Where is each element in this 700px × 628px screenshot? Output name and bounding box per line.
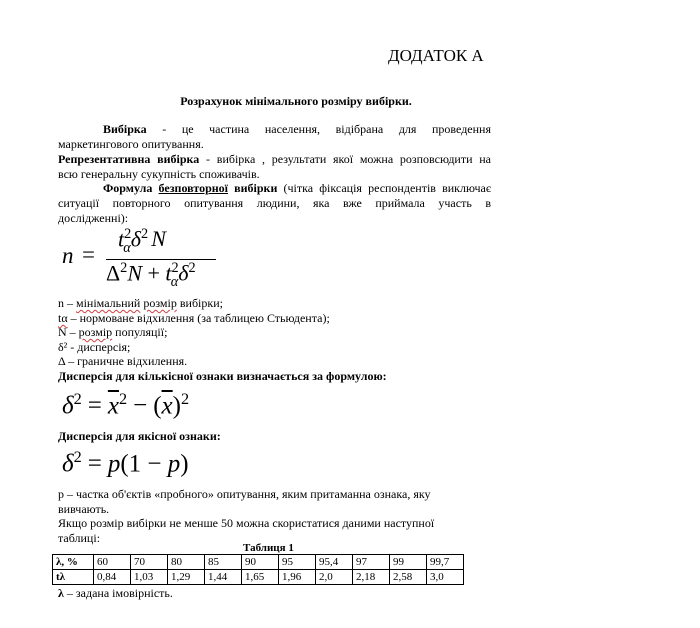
table-cell: 85 [205,555,242,570]
table-intro-line2: таблиці: [58,531,101,545]
appendix-title: ДОДАТОК А [388,46,484,65]
table-cell: 99 [390,555,427,570]
table-cell: 60 [94,555,131,570]
legend-N: N – розмір популяції; [58,325,168,339]
table-cell: 2,58 [390,570,427,585]
row-header-t: tλ [53,570,94,585]
table-cell: 0,84 [94,570,131,585]
table-cell: 95 [279,555,316,570]
formula-sample-size [62,226,222,290]
definition-sample-line2: маркетингового опитування. [58,137,204,151]
legend-t: tα – нормоване відхилення (за таблицею Стьюдента); [58,311,330,325]
representative-term: Репрезентативна вибірка [58,152,200,166]
legend-n: n – мінімальний розмір вибірки; [58,296,223,310]
table-cell: 1,65 [242,570,279,585]
qualitative-heading: Дисперсія для якісної ознаки: [58,429,221,443]
definition-representative-line2: всю генеральну сукупність споживачів. [58,167,260,181]
sample-term: Вибірка [103,122,147,136]
table-cell: 1,96 [279,570,316,585]
row-header-lambda: λ, % [53,555,94,570]
table-cell: 95,4 [316,555,353,570]
table-cell: 2,0 [316,570,353,585]
table-cell: 1,44 [205,570,242,585]
table-cell: 2,18 [353,570,390,585]
table-cell: 97 [353,555,390,570]
quantitative-heading: Дисперсія для кількісної ознаки визначається за формулою: [58,369,387,383]
table-cell: 1,29 [168,570,205,585]
formula-qualitative: $\delta^2 = p(1 - p)$ [62,448,189,478]
footnote-lambda: λ – задана імовірність. [58,586,173,600]
formula-lhs: n [62,243,74,268]
formula-description-line3: дослідженні): [58,211,129,225]
table-intro-line1: Якщо розмір вибірки не менше 50 можна скористатися даними наступної [58,516,435,530]
legend-Delta: Δ – граничне відхилення. [58,354,188,368]
definition-representative-line1: Репрезентативна вибірка - вибірка , результати якої можна розповсюдити на [58,152,492,166]
formula-denominator: $\Delta^2N + t^2_\alpha\delta^2$ [106,260,196,290]
student-table [52,554,464,585]
table-cell: 3,0 [427,570,464,585]
p-definition-line2: вивчають. [58,502,110,516]
formula-description-line2: ситуації повторного опитування людини, яка вже приймала участь в [58,196,491,210]
table-cell: 99,7 [427,555,464,570]
formula-quantitative: $\delta^2 = \overline{x}^2 - (\overline{x})^2$ [62,390,190,420]
legend-delta: δ² - дисперсія; [58,340,131,354]
formula-numerator: $t^2_\alpha\delta^2$ N [118,226,166,256]
definition-sample-line1: Вибірка - це частина населення, відібрана для проведення [103,122,491,136]
p-definition-line1: p – частка об'єктів «пробного» опитування, яким притаманна ознака, яку [58,487,431,501]
formula-description-line1: Формула безповторної вибірки (чітка фіксація респондентів виключає [103,181,492,195]
table-cell: 90 [242,555,279,570]
table-caption: Таблиця 1 [243,542,294,554]
formula-equals: = [82,242,95,267]
section-heading: Розрахунок мінімального розміру вибірки. [180,94,412,108]
table-row [53,555,464,570]
table-cell: 80 [168,555,205,570]
table-cell: 70 [131,555,168,570]
table-cell: 1,03 [131,570,168,585]
table-row [53,570,464,585]
